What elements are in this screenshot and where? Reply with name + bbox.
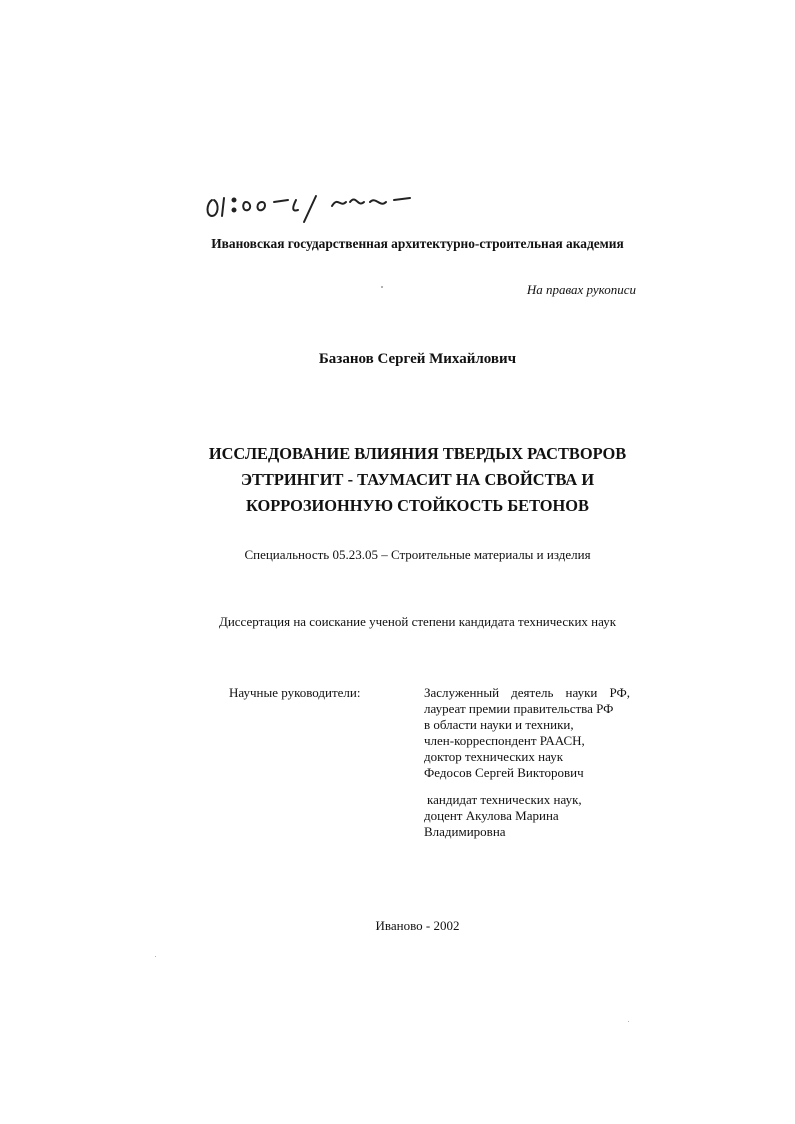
advisor-line: в области науки и техники, xyxy=(424,717,574,732)
advisor-line: кандидат технических наук, xyxy=(427,792,582,807)
specialty-line: Специальность 05.23.05 – Строительные материалы и изделия xyxy=(244,547,591,562)
handwritten-archive-number xyxy=(200,178,430,226)
scan-speck xyxy=(381,286,383,288)
city-year: Иваново - 2002 xyxy=(375,918,460,933)
advisor-line: Федосов Сергей Викторович xyxy=(424,765,584,780)
advisors-label: Научные руководители: xyxy=(229,685,361,700)
advisor-word: Заслуженный xyxy=(424,685,500,700)
advisor-second-block xyxy=(424,792,632,840)
title-line: ЭТТРИНГИТ - ТАУМАСИТ НА СВОЙСТВА И xyxy=(240,470,595,489)
advisor-word: науки xyxy=(565,685,598,700)
manuscript-rights-note: На правах рукописи xyxy=(526,282,636,297)
advisor-first-block xyxy=(424,685,632,781)
advisor-line: лауреат премии правительства РФ xyxy=(424,701,614,716)
advisor-line: доцент Акулова Марина xyxy=(424,808,559,823)
advisor-line: член-корреспондент РААСН, xyxy=(424,733,585,748)
advisor-word: деятель xyxy=(511,685,554,700)
title-line: КОРРОЗИОННУЮ СТОЙКОСТЬ БЕТОНОВ xyxy=(246,496,589,515)
advisor-line: доктор технических наук xyxy=(424,749,564,764)
title-line: ИССЛЕДОВАНИЕ ВЛИЯНИЯ ТВЕРДЫХ РАСТВОРОВ xyxy=(208,444,627,463)
scan-speck xyxy=(155,956,156,957)
advisor-line: Владимировна xyxy=(424,824,506,839)
scan-speck xyxy=(628,1021,629,1022)
advisor-word: РФ, xyxy=(609,685,630,700)
author-name: Базанов Сергей Михайлович xyxy=(318,351,517,367)
dissertation-line: Диссертация на соискание ученой степени кандидата технических наук xyxy=(218,614,617,629)
advisor-line xyxy=(424,685,630,701)
academy-name: Ивановская государственная архитектурно-строительная академия xyxy=(211,236,624,251)
